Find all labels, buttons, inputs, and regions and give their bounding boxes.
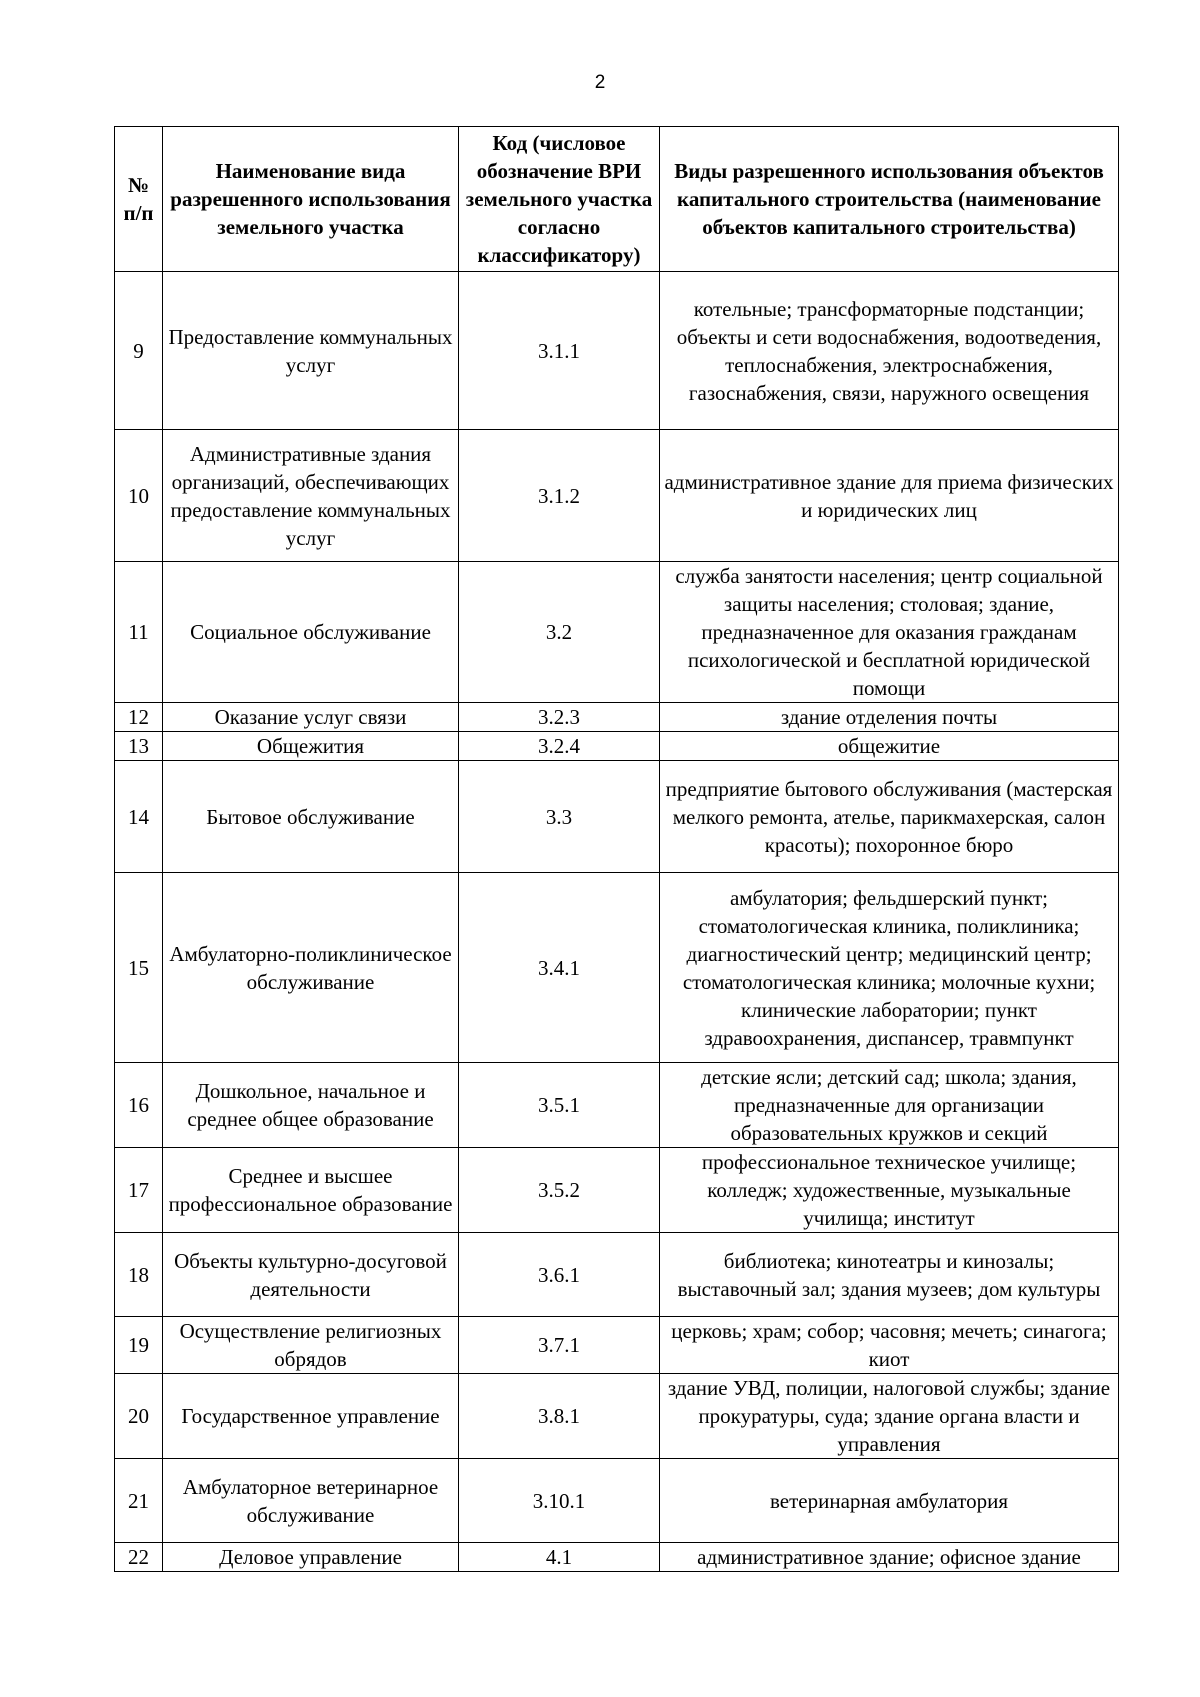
table-row [115, 1063, 1119, 1148]
row-code: 3.5.1 [459, 1063, 660, 1148]
table-row [115, 732, 1119, 761]
table-row [115, 430, 1119, 562]
row-capital-objects: церковь; храм; собор; часовня; мечеть; синагога; киот [660, 1317, 1119, 1374]
header-number: № п/п [115, 127, 163, 272]
row-use-name: Оказание услуг связи [163, 703, 459, 732]
row-use-name: Социальное обслуживание [163, 562, 459, 703]
row-code: 3.5.2 [459, 1148, 660, 1233]
row-code: 3.10.1 [459, 1459, 660, 1543]
row-capital-objects: библиотека; кинотеатры и кинозалы; выставочный зал; здания музеев; дом культуры [660, 1233, 1119, 1317]
row-capital-objects: амбулатория; фельдшерский пункт; стоматологическая клиника, поликлиника; диагностический центр; медицинский центр; стоматологическая клиника; молочные кухни; клинические лаборатории; пункт здравоохранения, диспансер, травмпункт [660, 873, 1119, 1063]
row-use-name: Дошкольное, начальное и среднее общее образование [163, 1063, 459, 1148]
row-use-name: Амбулаторно-поликлиническое обслуживание [163, 873, 459, 1063]
row-use-name: Государственное управление [163, 1374, 459, 1459]
table-row [115, 1374, 1119, 1459]
row-capital-objects: здание УВД, полиции, налоговой службы; здание прокуратуры, суда; здание органа власти и управления [660, 1374, 1119, 1459]
row-code: 3.7.1 [459, 1317, 660, 1374]
row-use-name: Осуществление религиозных обрядов [163, 1317, 459, 1374]
page-number: 2 [594, 72, 606, 93]
row-number: 16 [115, 1063, 163, 1148]
row-capital-objects: здание отделения почты [660, 703, 1119, 732]
row-number: 13 [115, 732, 163, 761]
row-number: 20 [115, 1374, 163, 1459]
row-number: 18 [115, 1233, 163, 1317]
row-capital-objects: предприятие бытового обслуживания (мастерская мелкого ремонта, ателье, парикмахерская, салон красоты); похоронное бюро [660, 761, 1119, 873]
row-capital-objects: общежитие [660, 732, 1119, 761]
header-use-name: Наименование вида разрешенного использования земельного участка [163, 127, 459, 272]
row-code: 3.2 [459, 562, 660, 703]
row-code: 3.1.2 [459, 430, 660, 562]
row-number: 15 [115, 873, 163, 1063]
table-row [115, 1459, 1119, 1543]
row-use-name: Общежития [163, 732, 459, 761]
row-number: 14 [115, 761, 163, 873]
table-row [115, 562, 1119, 703]
table-row [115, 1317, 1119, 1374]
row-use-name: Объекты культурно-досуговой деятельности [163, 1233, 459, 1317]
permitted-use-table [114, 126, 1119, 1572]
row-use-name: Предоставление коммунальных услуг [163, 272, 459, 430]
row-capital-objects: котельные; трансформаторные подстанции; объекты и сети водоснабжения, водоотведения, теплоснабжения, электроснабжения, газоснабжения, связи, наружного освещения [660, 272, 1119, 430]
row-number: 9 [115, 272, 163, 430]
row-capital-objects: профессиональное техническое училище; колледж; художественные, музыкальные училища; институт [660, 1148, 1119, 1233]
table-row [115, 272, 1119, 430]
row-code: 3.8.1 [459, 1374, 660, 1459]
table-row [115, 761, 1119, 873]
table-header [115, 127, 1119, 272]
table-body [115, 272, 1119, 1572]
row-use-name: Среднее и высшее профессиональное образование [163, 1148, 459, 1233]
row-code: 4.1 [459, 1543, 660, 1572]
row-number: 19 [115, 1317, 163, 1374]
table-row [115, 1543, 1119, 1572]
row-use-name: Амбулаторное ветеринарное обслуживание [163, 1459, 459, 1543]
row-capital-objects: административное здание для приема физических и юридических лиц [660, 430, 1119, 562]
row-code: 3.2.3 [459, 703, 660, 732]
row-code: 3.6.1 [459, 1233, 660, 1317]
row-use-name: Административные здания организаций, обеспечивающих предоставление коммунальных услуг [163, 430, 459, 562]
row-number: 21 [115, 1459, 163, 1543]
table-row [115, 1233, 1119, 1317]
header-capital-objects: Виды разрешенного использования объектов капитального строительства (наименование объектов капитального строительства) [660, 127, 1119, 272]
row-capital-objects: детские ясли; детский сад; школа; здания, предназначенные для организации образовательных кружков и секций [660, 1063, 1119, 1148]
row-capital-objects: ветеринарная амбулатория [660, 1459, 1119, 1543]
row-capital-objects: служба занятости населения; центр социальной защиты населения; столовая; здание, предназначенное для оказания гражданам психологической и бесплатной юридической помощи [660, 562, 1119, 703]
header-code: Код (числовое обозначение ВРИ земельного участка согласно классификатору) [459, 127, 660, 272]
table-row [115, 703, 1119, 732]
row-number: 12 [115, 703, 163, 732]
row-code: 3.1.1 [459, 272, 660, 430]
row-use-name: Бытовое обслуживание [163, 761, 459, 873]
row-capital-objects: административное здание; офисное здание [660, 1543, 1119, 1572]
row-number: 17 [115, 1148, 163, 1233]
row-number: 10 [115, 430, 163, 562]
row-code: 3.2.4 [459, 732, 660, 761]
table-row [115, 1148, 1119, 1233]
row-use-name: Деловое управление [163, 1543, 459, 1572]
row-number: 22 [115, 1543, 163, 1572]
row-code: 3.3 [459, 761, 660, 873]
row-number: 11 [115, 562, 163, 703]
row-code: 3.4.1 [459, 873, 660, 1063]
table-row [115, 873, 1119, 1063]
